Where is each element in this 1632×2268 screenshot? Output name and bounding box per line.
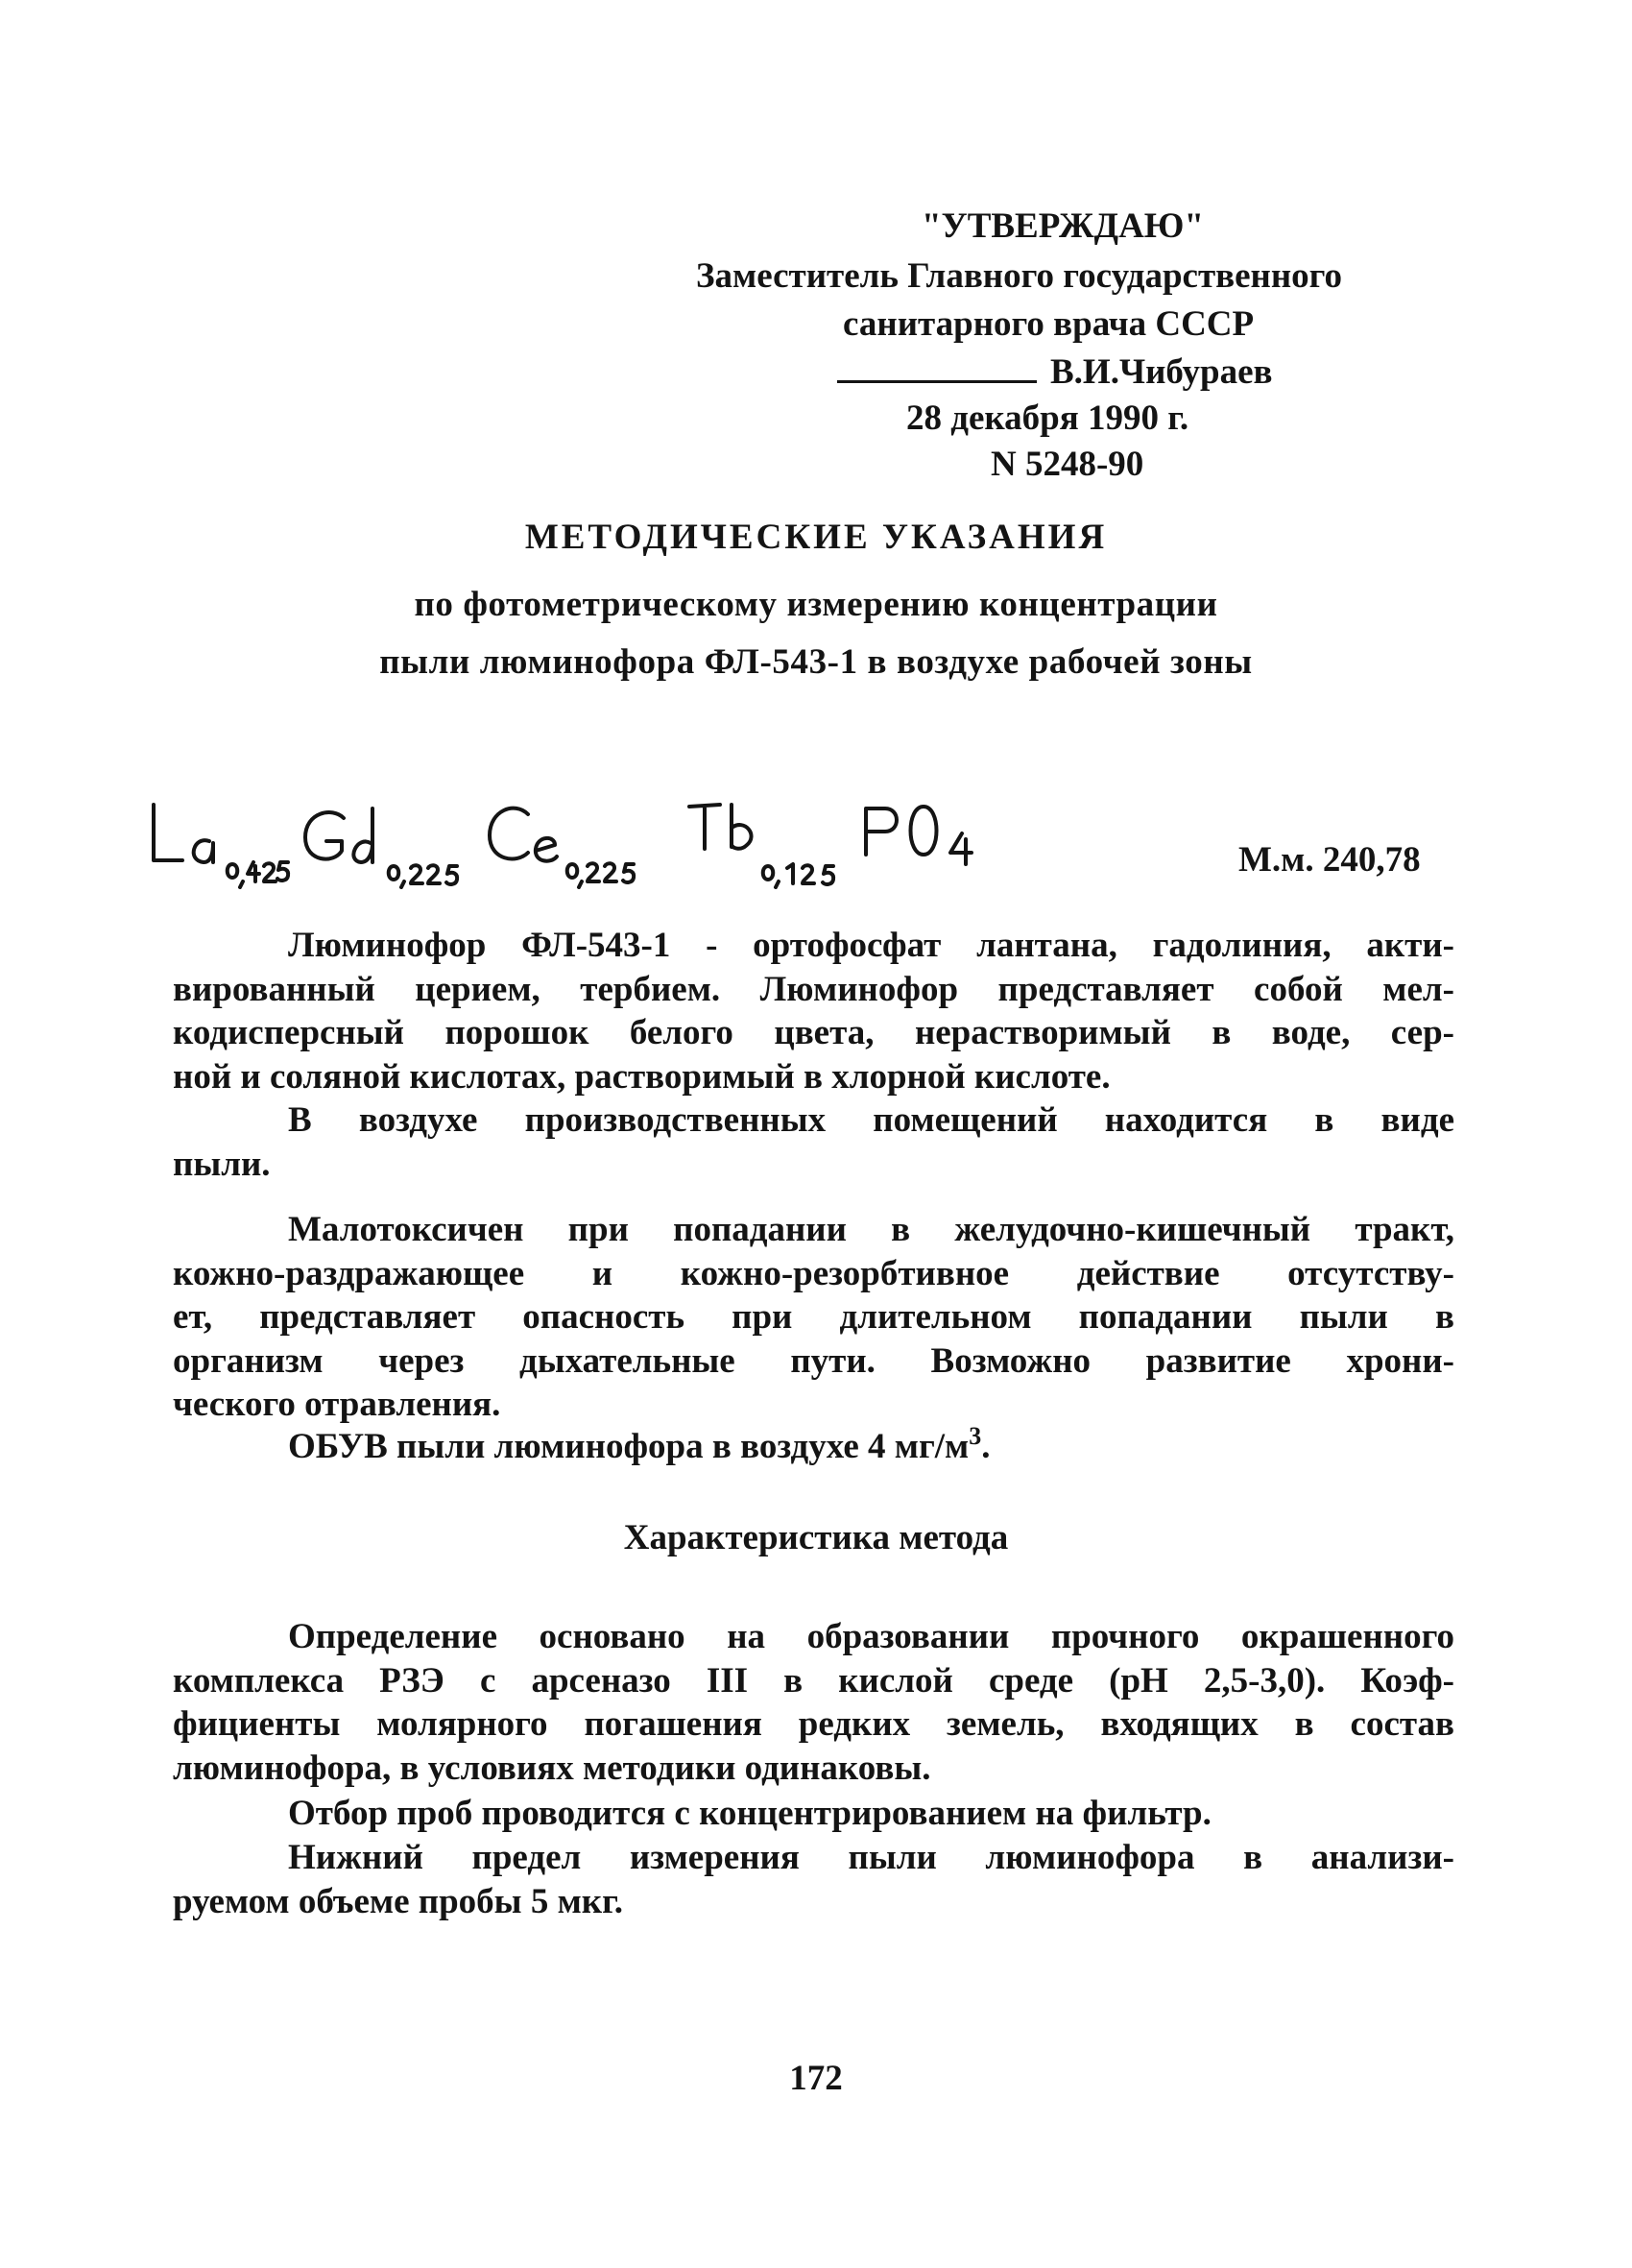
text-line: фициенты молярного погашения редких земель, входящих в состав (173, 1704, 1454, 1744)
text-line: ет, представляет опасность при длительном попадании пыли в (173, 1297, 1454, 1337)
chemical-formula-handwritten (144, 793, 1018, 889)
text-line: организм через дыхательные пути. Возможно развитие хрони- (173, 1340, 1454, 1381)
approval-date: 28 декабря 1990 г. (906, 398, 1189, 438)
text-line: вированный церием, тербием. Люминофор представляет собой мел- (173, 969, 1454, 1009)
signature-blank (837, 348, 1037, 383)
method-paragraph-2 (173, 1792, 1454, 1836)
document-title: МЕТОДИЧЕСКИЕ УКАЗАНИЯ (524, 518, 1108, 557)
document-subtitle-line2: пыли люминофора ФЛ-543-1 в воздухе рабочей зоны (379, 642, 1253, 682)
text-line: комплекса РЗЭ с арсеназо III в кислой среде (рН 2,5-3,0). Коэф- (173, 1660, 1454, 1701)
text-line: ческого отравления. (173, 1385, 501, 1424)
section-heading: Характеристика метода (623, 1518, 1009, 1557)
exposure-limit-text: ОБУВ пыли люминофора в воздухе 4 мг/м (288, 1427, 970, 1466)
text-line: Нижний предел измерения пыли люминофора в анализи- (288, 1838, 1454, 1877)
text-line: руемом объеме пробы 5 мкг. (173, 1881, 623, 1921)
approval-signatory: В.И.Чибураев (1050, 352, 1273, 392)
description-paragraph-4 (173, 1422, 1454, 1469)
method-paragraph-3 (173, 1836, 1454, 1923)
text-line (173, 1422, 1454, 1469)
document-subtitle-line1: по фотометрическому измерению концентрации (414, 585, 1218, 624)
text-line: В воздухе производственных помещений находится в виде (288, 1100, 1454, 1140)
text-line: Малотоксичен при попадании в желудочно-кишечный тракт, (288, 1210, 1454, 1249)
approval-position-line2: санитарного врача СССР (843, 304, 1255, 344)
text-line: ной и соляной кислотах, растворимый в хлорной кислоте. (173, 1056, 1111, 1097)
approval-stamp: "УТВЕРЖДАЮ" (922, 206, 1204, 246)
text-line: Отбор проб проводится с концентрированием на фильтр. (288, 1794, 1212, 1833)
page-number: 172 (789, 2059, 843, 2098)
method-paragraph-1 (173, 1615, 1454, 1790)
approval-signature-line (837, 348, 1413, 396)
exposure-limit-superscript: 3 (969, 1422, 982, 1450)
text-line: Определение основано на образовании прочного окрашенного (288, 1617, 1454, 1656)
text-line: Люминофор ФЛ-543-1 - ортофосфат лантана, гадолиния, акти- (288, 926, 1454, 965)
text-line: кодисперсный порошок белого цвета, нерастворимый в воде, сер- (173, 1013, 1454, 1052)
approval-position-line1: Заместитель Главного государственного (696, 256, 1343, 296)
description-paragraph-2 (173, 1098, 1454, 1186)
text-line: люминофора, в условиях методики одинаковы. (173, 1748, 931, 1788)
approval-number: N 5248-90 (991, 445, 1144, 484)
molar-mass: М.м. 240,78 (1238, 840, 1421, 880)
text-line: кожно-раздражающее и кожно-резорбтивное действие отсутству- (173, 1253, 1454, 1293)
text-line: пыли. (173, 1144, 271, 1184)
exposure-limit-period: . (981, 1427, 991, 1466)
description-paragraph-3 (173, 1208, 1454, 1427)
description-paragraph-1 (173, 924, 1454, 1098)
